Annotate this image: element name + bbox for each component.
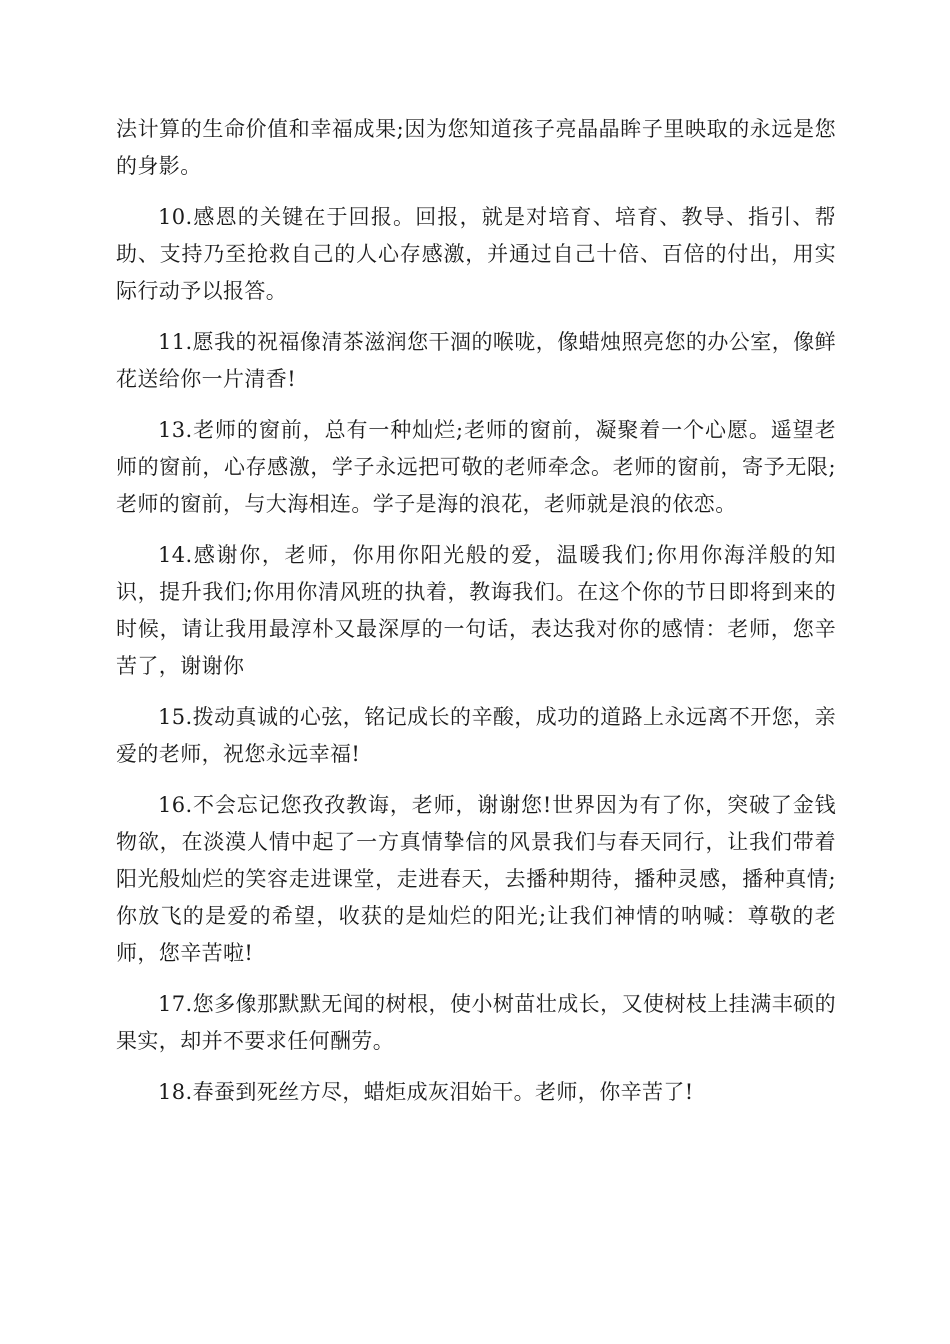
paragraph-13: 13.老师的窗前，总有一种灿烂;老师的窗前，凝聚着一个心愿。遥望老师的窗前，心存感激，学子永远把可敬的老师牵念。老师的窗前，寄予无限;老师的窗前，与大海相连。学子是海的浪花，老师就是浪的依恋。 (116, 418, 836, 516)
paragraph-11: 11.愿我的祝福像清茶滋润您干涸的喉咙，像蜡烛照亮您的办公室，像鲜花送给你一片清香! (116, 330, 836, 391)
paragraph-17: 17.您多像那默默无闻的树根，使小树苗壮成长，又使树枝上挂满丰硕的果实，却并不要求任何酬劳。 (116, 992, 836, 1053)
paragraph-10: 10.感恩的关键在于回报。回报，就是对培育、培育、教导、指引、帮助、支持乃至抢救自己的人心存感激，并通过自己十倍、百倍的付出，用实际行动予以报答。 (116, 205, 836, 303)
paragraph-18: 18.春蚕到死丝方尽，蜡炬成灰泪始干。老师，你辛苦了! (158, 1080, 694, 1104)
document-body (116, 111, 836, 1125)
paragraph-15: 15.拨动真诚的心弦，铭记成长的辛酸，成功的道路上永远离不开您，亲爱的老师，祝您永远幸福! (116, 705, 836, 766)
paragraph-14: 14.感谢你，老师，你用你阳光般的爱，温暖我们;你用你海洋般的知识，提升我们;你用你清风班的执着，教诲我们。在这个你的节日即将到来的时候，请让我用最淳朴又最深厚的一句话，表达我对你的感情：老师，您辛苦了，谢谢你 (116, 543, 836, 678)
paragraph-16: 16.不会忘记您孜孜教诲，老师，谢谢您!世界因为有了你，突破了金钱物欲，在淡漠人情中起了一方真情挚信的风景我们与春天同行，让我们带着阳光般灿烂的笑容走进课堂，走进春天，去播种期待，播种灵感，播种真情;你放飞的是爱的希望，收获的是灿烂的阳光;让我们神情的呐喊：尊敬的老师，您辛苦啦! (116, 793, 836, 965)
paragraph-continuation: 法计算的生命价值和幸福成果;因为您知道孩子亮晶晶眸子里映取的永远是您的身影。 (116, 117, 836, 178)
